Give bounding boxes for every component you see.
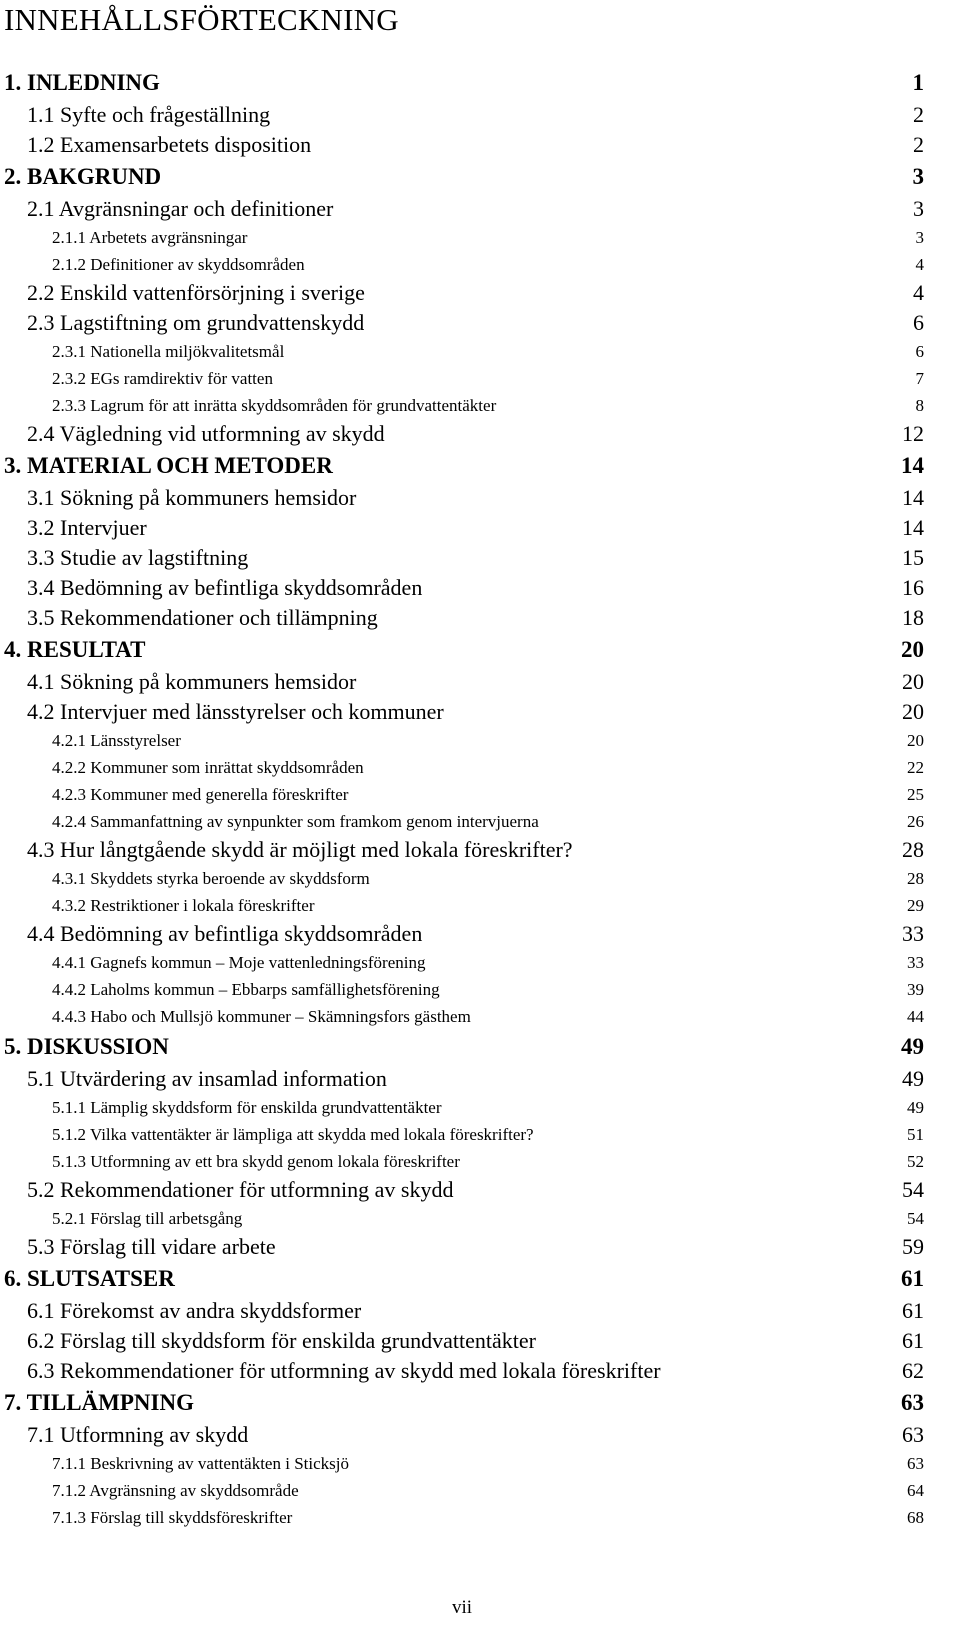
- toc-entry-label: 7.1 Utformning av skydd: [27, 1422, 249, 1447]
- toc-entry[interactable]: [0, 754, 924, 781]
- toc-entry-page: 63: [901, 1390, 924, 1415]
- toc-entry-label: 7.1.3 Förslag till skyddsföreskrifter: [52, 1508, 293, 1527]
- toc-entry-label: 6.3 Rekommendationer för utformning av skydd med lokala föreskrifter: [27, 1358, 661, 1383]
- toc-entry-page: 22: [907, 758, 924, 777]
- toc-entry-page: 28: [907, 869, 924, 888]
- toc-entry-page: 18: [902, 605, 924, 630]
- toc-entry[interactable]: [0, 892, 924, 919]
- toc-entry-page: 20: [902, 669, 924, 694]
- toc-entry-label: 2.3.2 EGs ramdirektiv för vatten: [52, 369, 273, 388]
- toc-entry-page: 7: [915, 369, 924, 388]
- toc-entry-page: 26: [907, 812, 924, 831]
- toc-entry-label: 5.1.3 Utformning av ett bra skydd genom lokala föreskrifter: [52, 1152, 460, 1171]
- toc-entry-label: 7.1.2 Avgränsning av skyddsområde: [52, 1481, 299, 1500]
- toc-entry[interactable]: [0, 1205, 924, 1232]
- toc-entry[interactable]: [0, 1030, 924, 1064]
- toc-entry[interactable]: [0, 392, 924, 419]
- toc-entry-label: 4.4.3 Habo och Mullsjö kommuner – Skämningsfors gästhem: [52, 1007, 471, 1026]
- toc-entry[interactable]: [0, 308, 924, 338]
- toc-entry-label: 4.3 Hur långtgående skydd är möjligt med lokala föreskrifter?: [27, 837, 573, 862]
- toc-entry-page: 12: [902, 421, 924, 446]
- toc-entry[interactable]: [0, 949, 924, 976]
- toc-entry[interactable]: [0, 130, 924, 160]
- toc-entry-page: 54: [902, 1177, 924, 1202]
- toc-entry[interactable]: [0, 1420, 924, 1450]
- toc-entry-label: 2.1.1 Arbetets avgränsningar: [52, 228, 248, 247]
- toc-entry-label: 2.1.2 Definitioner av skyddsområden: [52, 255, 305, 274]
- toc-entry-page: 52: [907, 1152, 924, 1171]
- toc-entry-page: 61: [901, 1266, 924, 1291]
- toc-entry-page: 8: [915, 396, 924, 415]
- toc-entry-label: 3. MATERIAL OCH METODER: [4, 453, 333, 478]
- toc-entry[interactable]: [0, 573, 924, 603]
- toc-entry-label: 4.1 Sökning på kommuners hemsidor: [27, 669, 357, 694]
- toc-entry-page: 49: [902, 1066, 924, 1091]
- toc-entry[interactable]: [0, 633, 924, 667]
- toc-entry-page: 51: [907, 1125, 924, 1144]
- toc-entry-page: 1: [912, 70, 924, 95]
- toc-entry[interactable]: [0, 865, 924, 892]
- toc-entry-label: 1. INLEDNING: [4, 70, 160, 95]
- toc-entry-label: 3.4 Bedömning av befintliga skyddsområden: [27, 575, 423, 600]
- toc-entry-label: 5.1.1 Lämplig skyddsform för enskilda grundvattentäkter: [52, 1098, 442, 1117]
- toc-entry-label: 4.4.1 Gagnefs kommun – Moje vattenledningsförening: [52, 953, 426, 972]
- toc-entry-label: 3.3 Studie av lagstiftning: [27, 545, 249, 570]
- toc-entry[interactable]: [0, 251, 924, 278]
- toc-entry-page: 20: [907, 731, 924, 750]
- toc-entry[interactable]: [0, 100, 924, 130]
- toc-entry-page: 20: [902, 699, 924, 724]
- toc-entry-label: 2.3 Lagstiftning om grundvattenskydd: [27, 310, 365, 335]
- toc-entry[interactable]: [0, 160, 924, 194]
- toc-entry[interactable]: [0, 224, 924, 251]
- toc-entry-label: 6. SLUTSATSER: [4, 1266, 175, 1291]
- toc-entry-label: 5.1 Utvärdering av insamlad information: [27, 1066, 387, 1091]
- toc-entry[interactable]: [0, 1121, 924, 1148]
- toc-entry[interactable]: [0, 419, 924, 449]
- toc-entry-label: 3.5 Rekommendationer och tillämpning: [27, 605, 378, 630]
- toc-entry[interactable]: [0, 727, 924, 754]
- toc-entry-page: 61: [902, 1328, 924, 1353]
- toc-entry[interactable]: [0, 781, 924, 808]
- toc-entry-label: 4.2.2 Kommuner som inrättat skyddsområden: [52, 758, 364, 777]
- toc-entry[interactable]: [0, 449, 924, 483]
- toc-entry-label: 4. RESULTAT: [4, 637, 146, 662]
- toc-entry[interactable]: [0, 1326, 924, 1356]
- page-number: vii: [451, 1597, 473, 1618]
- toc-entry-page: 44: [907, 1007, 924, 1026]
- toc-entry-page: 33: [907, 953, 924, 972]
- toc-entry-page: 62: [902, 1358, 924, 1383]
- toc-entry[interactable]: [0, 543, 924, 573]
- toc-entry[interactable]: [0, 1262, 924, 1296]
- toc-entry[interactable]: [0, 976, 924, 1003]
- toc-entry[interactable]: [0, 338, 924, 365]
- toc-entry-label: 5. DISKUSSION: [4, 1034, 169, 1059]
- toc-entry-label: 3.1 Sökning på kommuners hemsidor: [27, 485, 357, 510]
- toc-entry-label: 2.2 Enskild vattenförsörjning i sverige: [27, 280, 365, 305]
- toc-entry-label: 4.2 Intervjuer med länsstyrelser och kommuner: [27, 699, 444, 724]
- toc-entry-page: 14: [902, 485, 924, 510]
- toc-entry-label: 7. TILLÄMPNING: [4, 1390, 194, 1415]
- toc-entry-label: 2. BAKGRUND: [4, 164, 162, 189]
- toc-entry[interactable]: [0, 1296, 924, 1326]
- toc-entry-page: 3: [915, 228, 924, 247]
- toc-entry-page: 3: [913, 196, 924, 221]
- toc-entry[interactable]: [0, 1003, 924, 1030]
- toc-entry[interactable]: [0, 194, 924, 224]
- toc-entry-label: 7.1.1 Beskrivning av vattentäkten i Sticksjö: [52, 1454, 349, 1473]
- toc-entry-page: 63: [907, 1454, 924, 1473]
- toc-entry-label: 4.3.1 Skyddets styrka beroende av skyddsform: [52, 869, 370, 888]
- toc-entry[interactable]: [0, 603, 924, 633]
- toc-entry[interactable]: [0, 667, 924, 697]
- toc-entry-page: 3: [912, 164, 924, 189]
- toc-entry-page: 49: [907, 1098, 924, 1117]
- toc-entry[interactable]: [0, 1148, 924, 1175]
- table-of-contents: [0, 66, 924, 1531]
- toc-entry-page: 68: [907, 1508, 924, 1527]
- toc-entry-label: 4.4 Bedömning av befintliga skyddsområden: [27, 921, 423, 946]
- toc-entry[interactable]: [0, 1175, 924, 1205]
- toc-entry[interactable]: [0, 808, 924, 835]
- toc-entry-page: 64: [907, 1481, 924, 1500]
- toc-entry-label: 6.1 Förekomst av andra skyddsformer: [27, 1298, 362, 1323]
- toc-entry[interactable]: [0, 365, 924, 392]
- toc-entry-label: 2.4 Vägledning vid utformning av skydd: [27, 421, 385, 446]
- toc-entry-page: 59: [902, 1234, 924, 1259]
- toc-entry-page: 4: [913, 280, 924, 305]
- toc-entry-page: 16: [902, 575, 924, 600]
- toc-entry-page: 33: [902, 921, 924, 946]
- toc-entry-page: 15: [902, 545, 924, 570]
- toc-entry-page: 4: [915, 255, 924, 274]
- toc-entry[interactable]: [0, 1064, 924, 1094]
- toc-entry-label: 4.2.1 Länsstyrelser: [52, 731, 181, 750]
- toc-entry[interactable]: [0, 1386, 924, 1420]
- toc-entry-page: 6: [915, 342, 924, 361]
- toc-entry[interactable]: [0, 1450, 924, 1477]
- toc-entry-page: 61: [902, 1298, 924, 1323]
- toc-entry[interactable]: [0, 1356, 924, 1386]
- toc-entry-label: 5.2 Rekommendationer för utformning av skydd: [27, 1177, 454, 1202]
- toc-entry-label: 5.2.1 Förslag till arbetsgång: [52, 1209, 243, 1228]
- toc-entry-label: 5.3 Förslag till vidare arbete: [27, 1234, 276, 1259]
- toc-entry-label: 5.1.2 Vilka vattentäkter är lämpliga att skydda med lokala föreskrifter?: [52, 1125, 534, 1144]
- toc-entry[interactable]: [0, 278, 924, 308]
- toc-entry-page: 28: [902, 837, 924, 862]
- toc-entry-label: 4.4.2 Laholms kommun – Ebbarps samfällighetsförening: [52, 980, 440, 999]
- toc-entry[interactable]: [0, 513, 924, 543]
- toc-entry[interactable]: [0, 835, 924, 865]
- toc-entry-label: 1.1 Syfte och frågeställning: [27, 102, 271, 127]
- toc-entry[interactable]: [0, 697, 924, 727]
- toc-entry[interactable]: [0, 1232, 924, 1262]
- toc-entry-page: 14: [901, 453, 924, 478]
- toc-entry-page: 29: [907, 896, 924, 915]
- toc-entry-page: 20: [901, 637, 924, 662]
- toc-entry-label: 6.2 Förslag till skyddsform för enskilda grundvattentäkter: [27, 1328, 536, 1353]
- toc-entry-page: 6: [913, 310, 924, 335]
- toc-entry[interactable]: [0, 1477, 924, 1504]
- toc-entry-page: 2: [913, 102, 924, 127]
- toc-entry-page: 2: [913, 132, 924, 157]
- toc-entry-label: 1.2 Examensarbetets disposition: [27, 132, 312, 157]
- toc-entry-page: 39: [907, 980, 924, 999]
- toc-entry[interactable]: [0, 483, 924, 513]
- toc-entry-page: 14: [902, 515, 924, 540]
- toc-entry-page: 63: [902, 1422, 924, 1447]
- toc-entry-label: 4.2.4 Sammanfattning av synpunkter som framkom genom intervjuerna: [52, 812, 539, 831]
- toc-entry[interactable]: [0, 1094, 924, 1121]
- toc-entry-page: 49: [901, 1034, 924, 1059]
- toc-entry-label: 2.3.3 Lagrum för att inrätta skyddsområden för grundvattentäkter: [52, 396, 497, 415]
- toc-entry[interactable]: [0, 1504, 924, 1531]
- toc-entry-page: 25: [907, 785, 924, 804]
- toc-entry-label: 4.3.2 Restriktioner i lokala föreskrifter: [52, 896, 315, 915]
- toc-entry[interactable]: [0, 66, 924, 100]
- toc-entry-label: 2.3.1 Nationella miljökvalitetsmål: [52, 342, 285, 361]
- toc-entry-label: 3.2 Intervjuer: [27, 515, 147, 540]
- toc-entry-page: 54: [907, 1209, 924, 1228]
- toc-entry[interactable]: [0, 919, 924, 949]
- toc-entry-label: 2.1 Avgränsningar och definitioner: [27, 196, 334, 221]
- page-title: INNEHÅLLSFÖRTECKNING: [4, 2, 399, 37]
- toc-entry-label: 4.2.3 Kommuner med generella föreskrifter: [52, 785, 349, 804]
